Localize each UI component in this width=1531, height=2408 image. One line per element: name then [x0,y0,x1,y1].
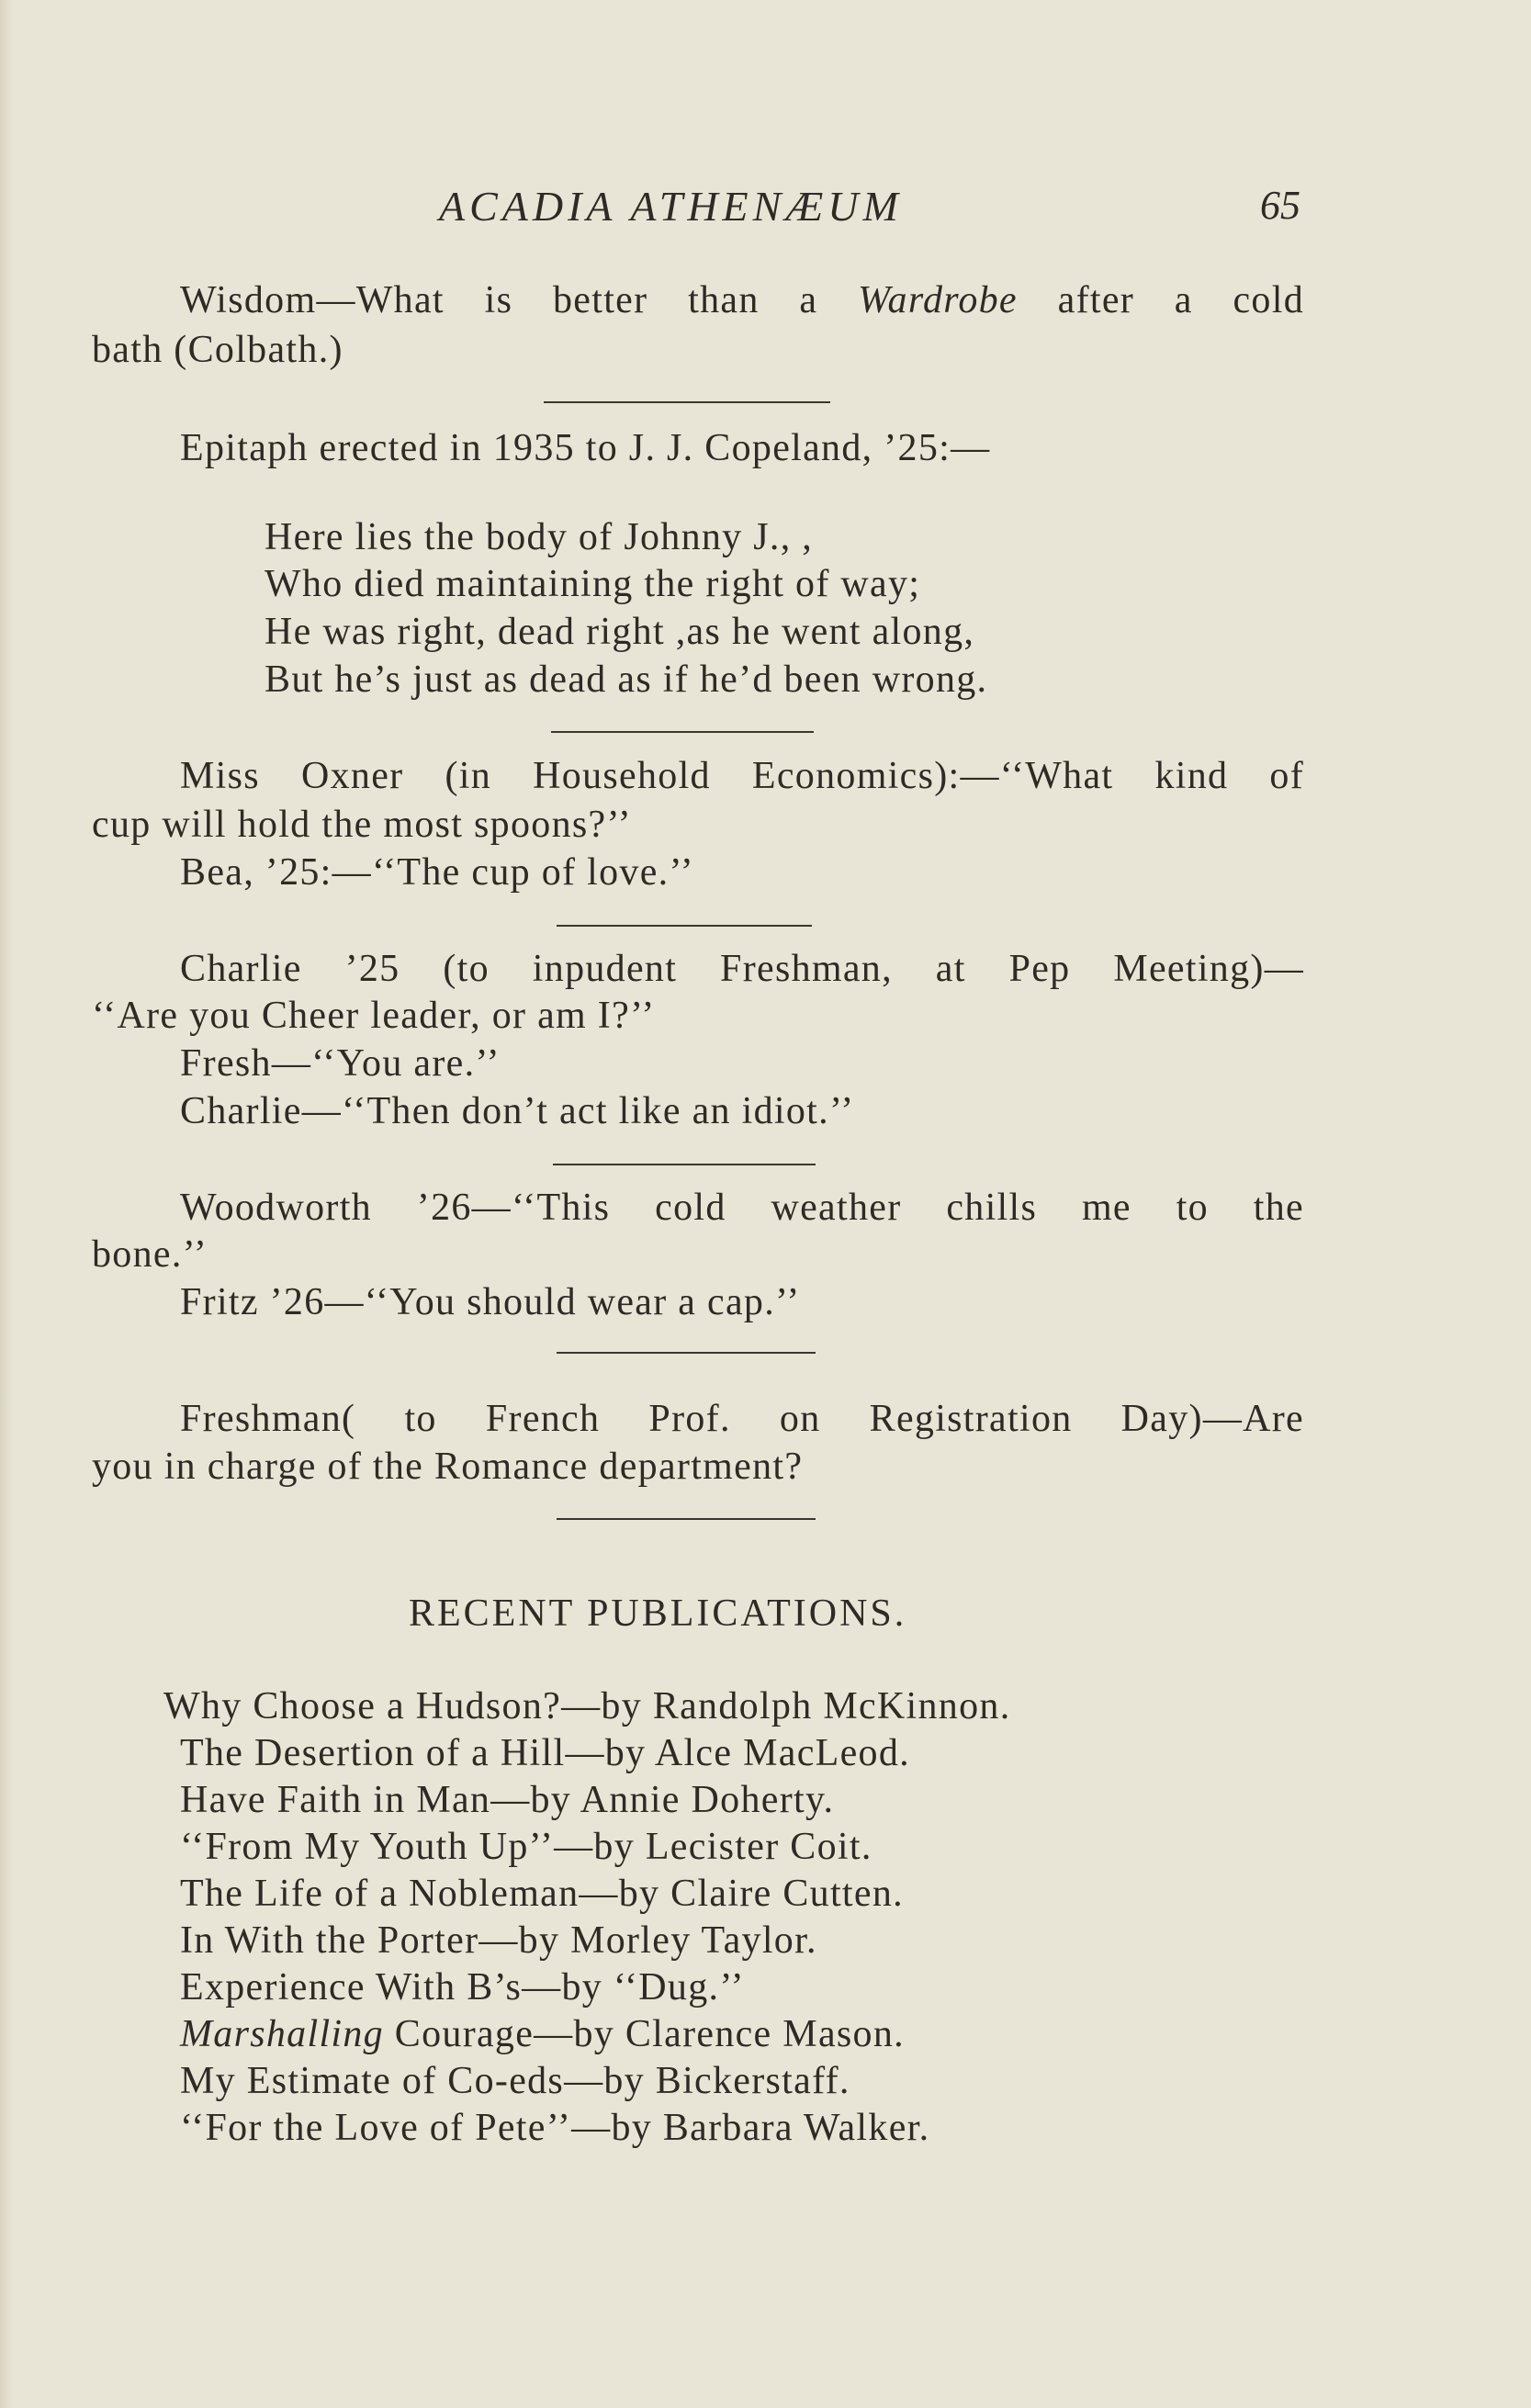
joke-1-line-2: bath (Colbath.) [92,329,343,371]
poem-line-1: Here lies the body of Johnny J., , [265,516,814,558]
joke-4-line-3: Bea, ’25:—‘‘The cup of love.’’ [180,851,694,894]
publication-item: The Desertion of a Hill—by Alce MacLeod. [180,1732,910,1774]
publication-item: ‘‘For the Love of Pete’’—by Barbara Walker. [180,2107,930,2149]
publication-item: In With the Porter—by Morley Taylor. [180,1919,817,1962]
poem-line-3: He was right, dead right ,as he went along, [265,611,975,653]
separator-rule [557,1352,816,1354]
joke-2-line-1: Epitaph erected in 1935 to J. J. Copeland, ’25:— [180,427,991,469]
publication-item: My Estimate of Co-eds—by Bickerstaff. [180,2060,850,2102]
poem-line-2: Who died maintaining the right of way; [265,563,921,605]
separator-rule [557,1518,816,1520]
publication-item: The Life of a Nobleman—by Claire Cutten. [180,1873,904,1915]
joke-5-line-4: Charlie—‘‘Then don’t act like an idiot.’’ [180,1090,855,1132]
separator-rule [557,925,812,927]
joke-1-line-1 [180,277,1304,323]
publication-item: Experience With B’s—by ‘‘Dug.’’ [180,1966,745,2009]
joke-5-line-1: Charlie ’25 (to inpudent Freshman, at Pep Meeting)— [180,948,1304,990]
poem-line-4: But he’s just as dead as if he’d been wrong. [265,658,988,701]
joke-6-line-1: Woodworth ’26—‘‘This cold weather chills me to the [180,1187,1304,1229]
page-number: 65 [1260,183,1300,228]
publication-item: ‘‘From My Youth Up’’—by Lecister Coit. [180,1826,872,1868]
publication-item: Why Choose a Hudson?—by Randolph McKinnon. [163,1685,1011,1727]
italic-run: Wardrobe [858,279,1018,321]
joke-4-line-2: cup will hold the most spoons?’’ [92,804,632,846]
running-header-title: ACADIA ATHENÆUM [439,183,903,230]
text-run: after a cold [1017,279,1304,321]
separator-rule [544,401,830,403]
joke-4-line-1: Miss Oxner (in Household Economics):—‘‘What kind of [180,755,1304,797]
separator-rule [553,1164,816,1165]
joke-5-line-2: ‘‘Are you Cheer leader, or am I?’’ [92,995,656,1037]
section-heading: RECENT PUBLICATIONS. [409,1592,907,1635]
joke-7-line-1: Freshman( to French Prof. on Registration Day)—Are [180,1398,1304,1440]
joke-6-line-2: bone.’’ [92,1233,208,1276]
joke-5-line-3: Fresh—‘‘You are.’’ [180,1042,501,1085]
publication-item [180,2011,905,2057]
text-run: Courage—by Clarence Mason. [383,2013,905,2055]
publication-item: Have Faith in Man—by Annie Doherty. [180,1779,835,1821]
text-run: Wisdom—What is better than a [180,279,859,321]
joke-7-line-2: you in charge of the Romance department? [92,1446,804,1488]
page-edge-shadow [0,0,13,2408]
joke-6-line-3: Fritz ’26—‘‘You should wear a cap.’’ [180,1281,801,1323]
italic-run: Marshalling [180,2013,384,2055]
separator-rule [551,731,814,733]
